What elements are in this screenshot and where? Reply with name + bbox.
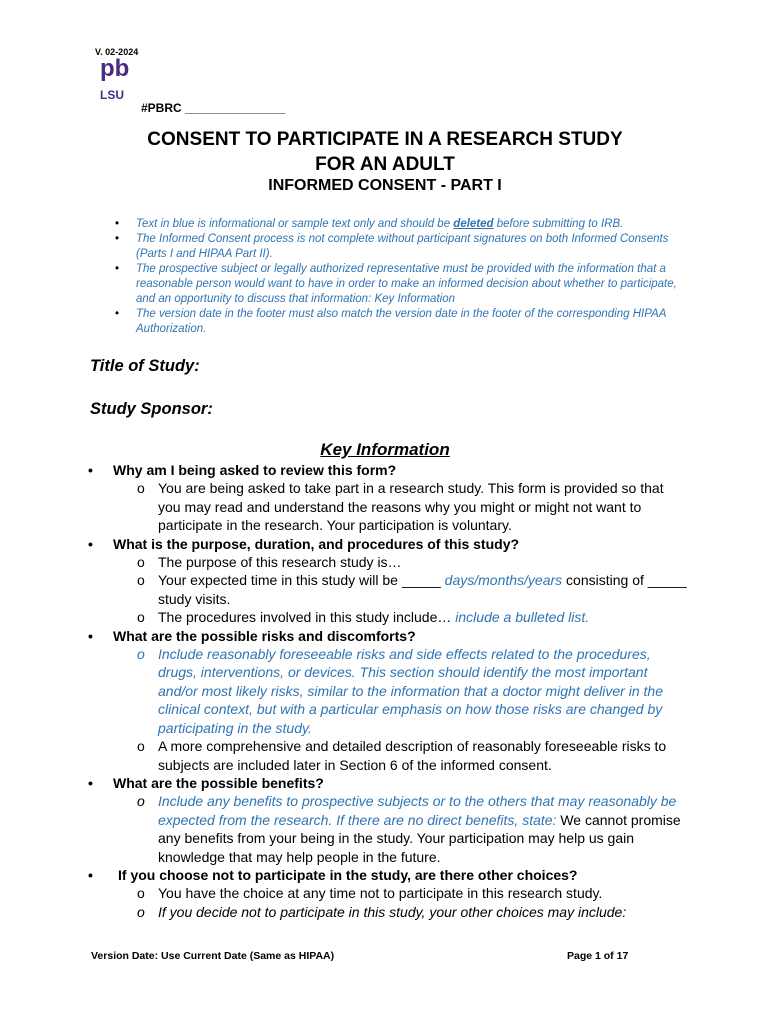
pbrc-logo [100, 56, 132, 82]
svg-text:pb: pb [100, 56, 130, 82]
version-label: V. 02-2024 [95, 47, 139, 57]
key-information-heading: Key Information [320, 440, 450, 459]
question-item: • What are the possible benefits? [88, 774, 688, 792]
instruction-notes [110, 217, 690, 337]
key-information-list [88, 461, 688, 921]
note-item: • The version date in the footer must also match the version date in the footer of the corresponding HIPAA Authorization. [110, 307, 690, 337]
note-item: • Text in blue is informational or sample text only and should be deleted before submitting to IRB. [110, 217, 690, 232]
answer-item: o A more comprehensive and detailed description of reasonably foreseeable risks to subjects are included later in Section 6 of the informed consent. [88, 737, 688, 774]
deleted-emphasis: deleted [453, 218, 494, 230]
answer-item: o Your expected time in this study will be _____ days/months/years consisting of _____ study visits. [88, 571, 688, 608]
document-title-line2: FOR AN ADULT [315, 154, 455, 175]
lsu-logo [100, 88, 130, 100]
answer-item: o You are being asked to take part in a research study. This form is provided so that you may read and understand the reasons why you might or might not want to participate in the research. Your participation is voluntary. [88, 479, 688, 534]
answer-item: o Include any benefits to prospective subjects or to the others that may reasonably be expected from the research. If there are no direct benefits, state: We cannot promise any benefits from your being in the study. Your participation may help us gain knowledge that may help people in the future. [88, 792, 688, 866]
document-subtitle: INFORMED CONSENT - PART I [268, 177, 502, 194]
pbrc-number-field: #PBRC _______________ [141, 101, 286, 115]
question-item: • Why am I being asked to review this form? [88, 461, 688, 479]
note-item: • The prospective subject or legally authorized representative must be provided with the information that a reasonable person would want to have in order to make an informed decision about whether to participate, and an opportunity to discuss that information: Key Information [110, 262, 690, 307]
svg-text:LSU: LSU [100, 88, 124, 100]
study-sponsor-label: Study Sponsor: [90, 400, 213, 418]
answer-item: o If you decide not to participate in this study, your other choices may include: [88, 903, 688, 921]
answer-item: o The procedures involved in this study include… include a bulleted list. [88, 608, 688, 626]
answer-item: o The purpose of this research study is… [88, 553, 688, 571]
title-of-study-label: Title of Study: [90, 357, 200, 375]
question-item: • What is the purpose, duration, and procedures of this study? [88, 535, 688, 553]
question-item: • If you choose not to participate in the study, are there other choices? [88, 866, 688, 884]
question-item: • What are the possible risks and discomforts? [88, 627, 688, 645]
footer-page-number: Page 1 of 17 [567, 950, 629, 962]
answer-item: o Include reasonably foreseeable risks and side effects related to the procedures, drugs, interventions, or devices. This section should identify the most important and/or most likely risks, similar to the information that a doctor might deliver in the clinical context, but with a particular emphasis on how those risks are changed by participating in the study. [88, 645, 688, 737]
note-item: • The Informed Consent process is not complete without participant signatures on both Informed Consents (Parts I and HIPAA Part II). [110, 232, 690, 262]
answer-item: o You have the choice at any time not to participate in this research study. [88, 884, 688, 902]
document-title-line1: CONSENT TO PARTICIPATE IN A RESEARCH STUDY [147, 129, 623, 150]
footer-version-date: Version Date: Use Current Date (Same as HIPAA) [91, 950, 335, 962]
